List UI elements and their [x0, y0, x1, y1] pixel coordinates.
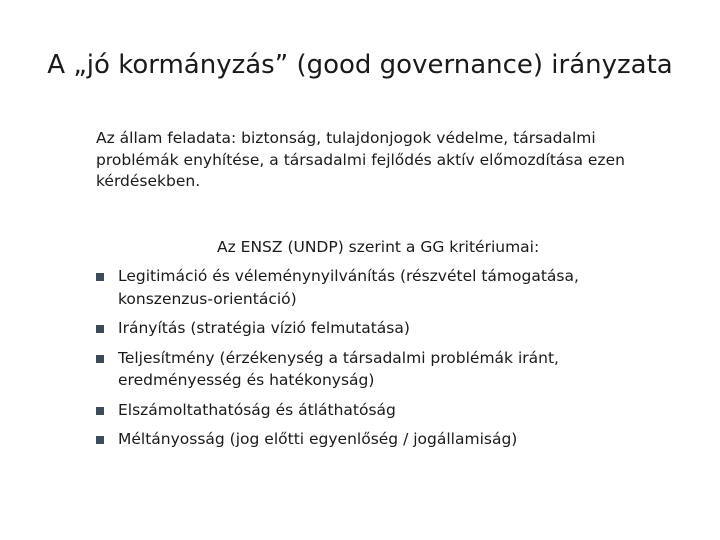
square-bullet-icon	[96, 407, 104, 415]
square-bullet-icon	[96, 355, 104, 363]
square-bullet-icon	[96, 436, 104, 444]
intro-paragraph: Az állam feladata: biztonság, tulajdonjogok védelme, társadalmi problémák enyhítése, a társadalmi fejlődés aktív előmozdítása ezen kérdésekben.	[96, 129, 625, 190]
slide-title: A „jó kormányzás” (good governance) irányzata	[47, 50, 673, 80]
criteria-item-legitimacy	[96, 265, 656, 310]
criteria-heading: Az ENSZ (UNDP) szerint a GG kritériumai:	[217, 238, 540, 256]
criteria-item-label: Irányítás (stratégia vízió felmutatása)	[118, 319, 410, 337]
criteria-item-accountability	[96, 399, 656, 422]
criteria-item-label: Teljesítmény (érzékenység a társadalmi problémák iránt, eredményesség és hatékonyság)	[118, 348, 559, 389]
criteria-list	[96, 265, 656, 458]
square-bullet-icon	[96, 273, 104, 281]
criteria-item-fairness	[96, 428, 656, 451]
criteria-item-label: Elszámoltathatóság és átláthatóság	[118, 400, 396, 419]
criteria-item-label: Legitimáció és véleménynyilvánítás (részvétel támogatása, konszenzus-orientáció)	[118, 267, 579, 308]
criteria-item-label: Méltányosság (jog előtti egyenlőség / jogállamiság)	[118, 430, 518, 448]
criteria-item-direction	[96, 317, 656, 340]
square-bullet-icon	[96, 325, 104, 333]
criteria-item-performance	[96, 347, 656, 392]
